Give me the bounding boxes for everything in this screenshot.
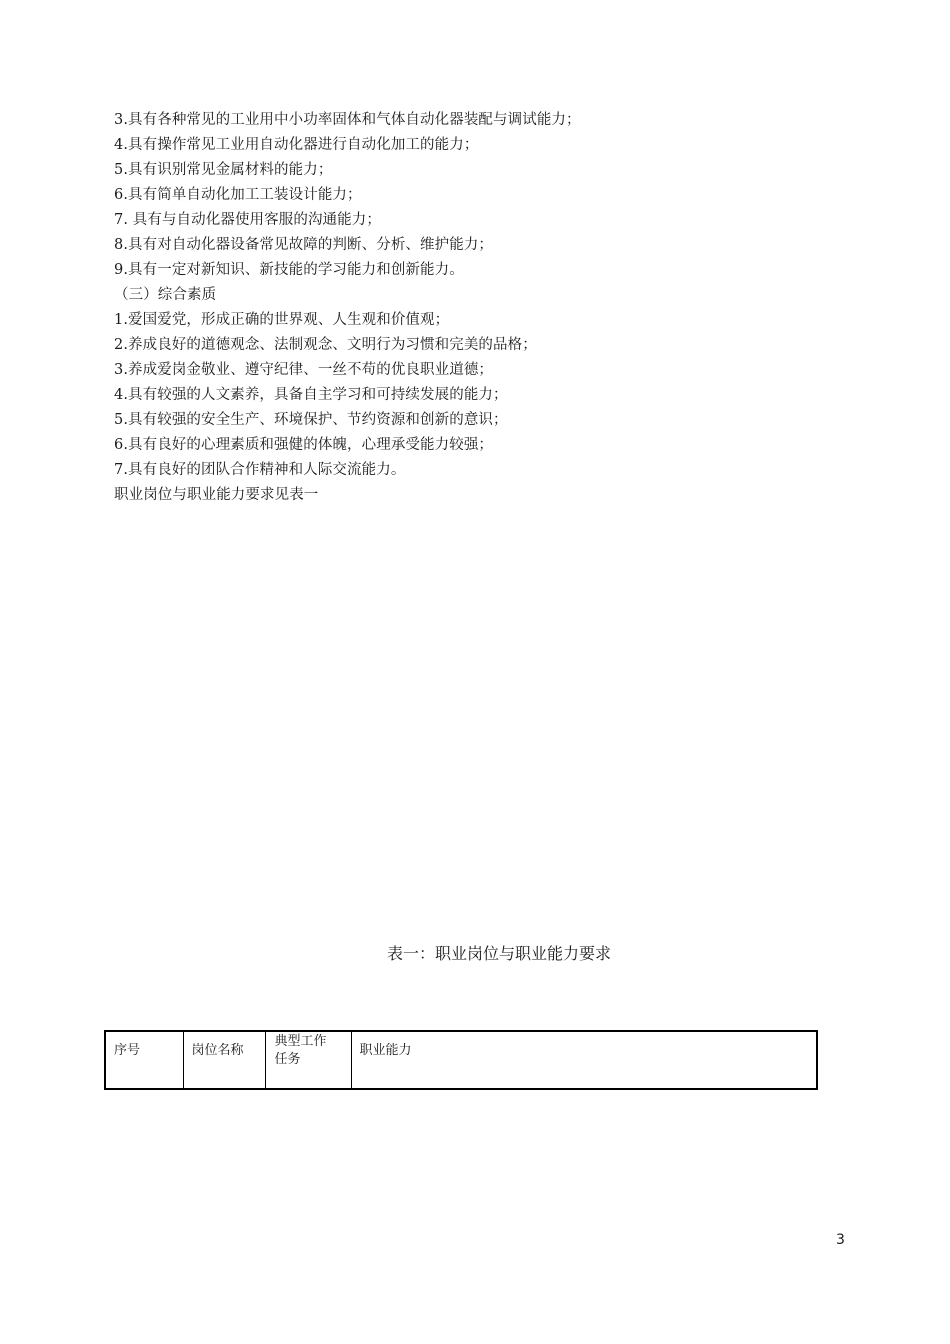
body-line-ability-8: 8.具有对自动化器设备常见故障的判断、分析、维护能力； (114, 237, 494, 253)
header-task-label-line2: 任务 (274, 1052, 301, 1067)
body-line-quality-2: 2.养成良好的道德观念、法制观念、文明行为习惯和完美的品格； (114, 337, 537, 353)
header-position-label: 岗位名称 (191, 1043, 244, 1058)
ability-table (104, 1030, 818, 1090)
body-line-quality-4: 4.具有较强的人文素养，具备自主学习和可持续发展的能力； (114, 387, 508, 403)
header-cell-index (105, 1031, 183, 1089)
body-line-ability-5: 5.具有识别常见金属材料的能力； (114, 162, 333, 178)
table-reference-line: 职业岗位与职业能力要求见表一 (114, 487, 319, 503)
header-task-label-line1: 典型工作 (274, 1034, 327, 1049)
table-header-row (105, 1031, 817, 1089)
body-line-quality-3: 3.养成爱岗金敬业、遵守纪律、一丝不苟的优良职业道德； (114, 362, 494, 378)
body-line-ability-7: 7. 具有与自动化器使用客服的沟通能力； (114, 212, 381, 228)
body-line-quality-5: 5.具有较强的安全生产、环境保护、节约资源和创新的意识； (114, 412, 508, 428)
body-line-quality-6: 6.具有良好的心理素质和强健的体魄，心理承受能力较强； (114, 437, 494, 453)
body-line-ability-6: 6.具有简单自动化加工工装设计能力； (114, 187, 362, 203)
header-cell-position (183, 1031, 265, 1089)
body-text (114, 108, 834, 508)
header-ability-label: 职业能力 (359, 1043, 412, 1058)
header-index-label: 序号 (114, 1043, 141, 1058)
body-line-ability-9: 9.具有一定对新知识、新技能的学习能力和创新能力。 (114, 262, 464, 278)
body-line-ability-4: 4.具有操作常见工业用自动化器进行自动化加工的能力； (114, 137, 479, 153)
body-line-quality-1: 1.爱国爱党，形成正确的世界观、人生观和价值观； (114, 312, 450, 328)
section-heading-quality: （三）综合素质 (114, 287, 217, 303)
header-cell-ability (351, 1031, 817, 1089)
body-line-quality-7: 7.具有良好的团队合作精神和人际交流能力。 (114, 462, 406, 478)
table-caption: 表一：职业岗位与职业能力要求 (386, 944, 611, 963)
header-cell-task (265, 1031, 351, 1089)
body-line-ability-3: 3.具有各种常见的工业用中小功率固体和气体自动化器装配与调试能力； (114, 112, 581, 128)
page-number: 3 (836, 1232, 845, 1248)
